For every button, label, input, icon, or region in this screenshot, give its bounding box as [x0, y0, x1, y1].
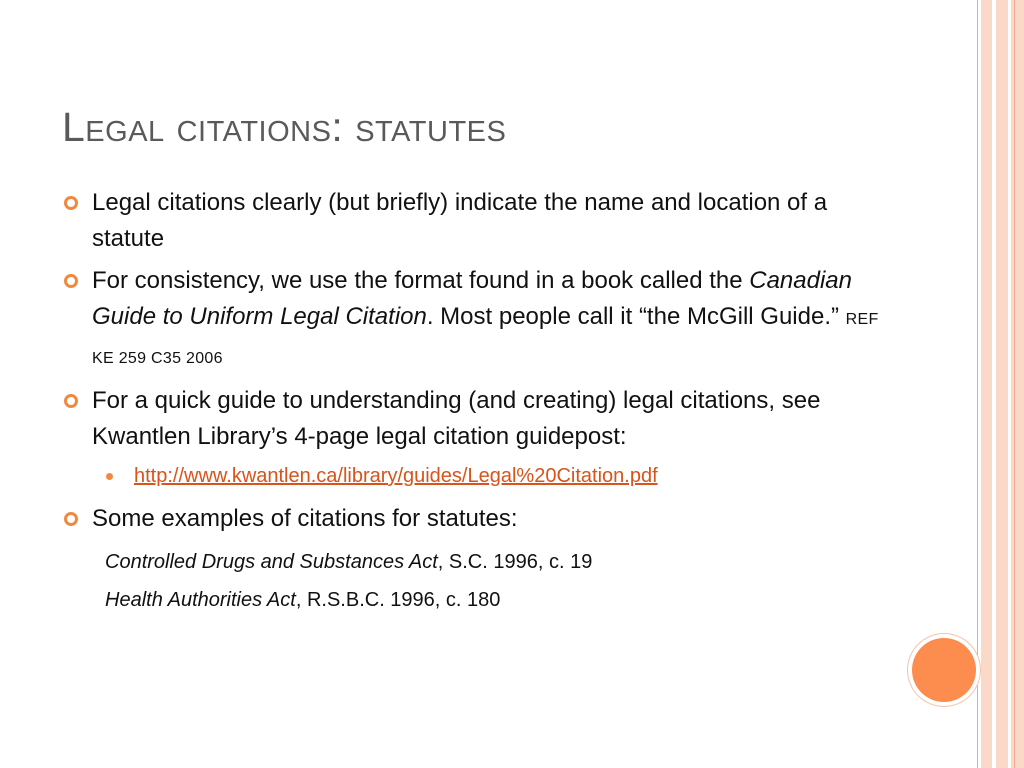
bullet-item — [62, 263, 902, 377]
book-title: Canadian Guide to Uniform Legal Citation — [92, 267, 852, 330]
slide-title: Legal citations: statutes — [62, 104, 507, 150]
example-citation — [62, 543, 902, 581]
decorative-stripe — [992, 0, 996, 768]
bullet-text: . Most people call it “the McGill Guide.” — [426, 303, 846, 330]
decorative-orange-circle — [912, 638, 976, 702]
call-number-ref: REF KE 259 C35 2006 — [92, 311, 879, 367]
bullet-item — [62, 501, 902, 537]
hollow-circle-icon — [64, 196, 78, 210]
decorative-stripe-line — [977, 0, 978, 768]
bullet-item — [62, 185, 902, 257]
slide-content — [62, 185, 902, 619]
act-name: Controlled Drugs and Substances Act — [105, 551, 438, 573]
hollow-circle-icon — [64, 394, 78, 408]
filled-dot-icon — [106, 473, 113, 480]
example-citation — [62, 581, 902, 619]
bullet-text: For consistency, we use the format found in a book called the — [92, 267, 750, 294]
bullet-item — [62, 383, 902, 455]
decorative-stripe-line — [1014, 0, 1015, 768]
bullet-text: Legal citations clearly (but briefly) indicate the name and location of a statute — [92, 189, 828, 252]
decorative-stripe — [978, 0, 981, 768]
hollow-circle-icon — [64, 512, 78, 526]
act-citation: , R.S.B.C. 1996, c. 180 — [295, 589, 501, 611]
act-citation: , S.C. 1996, c. 19 — [437, 551, 593, 573]
citation-guide-link[interactable]: http://www.kwantlen.ca/library/guides/Legal%20Citation.pdf — [134, 465, 658, 487]
decorative-stripe — [1008, 0, 1011, 768]
sub-bullet-item — [62, 461, 902, 491]
bullet-text: For a quick guide to understanding (and creating) legal citations, see Kwantlen Library’s 4-page legal citation guidepost: — [92, 387, 821, 450]
decorative-stripe-panel — [978, 0, 1024, 768]
hollow-circle-icon — [64, 274, 78, 288]
act-name: Health Authorities Act — [105, 589, 296, 611]
bullet-text: Some examples of citations for statutes: — [92, 505, 518, 532]
